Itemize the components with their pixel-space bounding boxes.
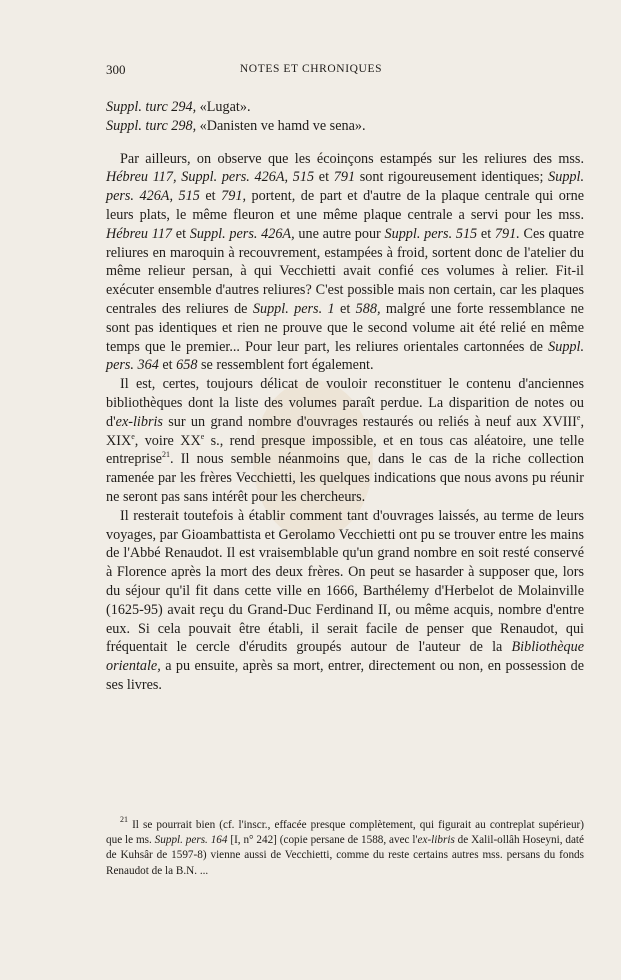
paragraph-ex-libris [106, 375, 584, 507]
italic-run: Suppl. pers. 426A, [189, 225, 295, 242]
running-head: NOTES ET CHRONIQUES [239, 63, 383, 75]
superscript-run: 21 [120, 815, 128, 824]
italic-run: Suppl. pers. 426A, 515 [106, 169, 584, 205]
text-run: Par ailleurs, on observe que les écoinçons estampés sur les reliures des mss. [120, 150, 584, 167]
text-run: [I, n° 242] (copie persane de 1588, avec l' [227, 834, 418, 847]
italic-run: Bibliothèque orientale, [106, 639, 584, 675]
italic-run: 791 [333, 169, 356, 186]
italic-run: Hébreu 117, Suppl. pers. 426A, 515 [106, 169, 315, 186]
italic-run: 791. [494, 225, 520, 242]
text-run: sur un grand nombre d'ouvrages restaurés ou reliés à neuf aux XVIII [162, 413, 577, 430]
superscript-run: e [131, 431, 135, 441]
text-run: et [314, 169, 334, 186]
superscript-run: e [576, 412, 581, 422]
text-run: portent, de part et d'autre de la plaque centrale qui orne leurs plats, le même fleuron et une même plaque centrale a servi pour les mss. [106, 188, 584, 223]
text-run: Il se pourrait bien (cf. l'inscr., effacée presque complètement, qui figurait au contreplat supérieur) que le ms. [106, 819, 584, 847]
text-run: s., rend presque impossible, et en tous cas aléatoire, une telle entreprise [106, 432, 584, 468]
italic-run: Suppl. pers. 364 [106, 338, 584, 374]
text-run: et [477, 225, 495, 242]
paragraph-bindings [106, 150, 584, 376]
text-run: Ces quatre reliures en maroquin à recouvrement, estampées à froid, sortent donc de l'atelier du même relieur persan, à qui Vecchietti avait confié ces volumes à relier. Fit-il exécuter ensemble d'autres reliures? C'est possible mais non certain, car les plaques centrales des reliures de [106, 225, 584, 317]
page-header [106, 62, 516, 82]
text-run: se ressemblent fort également. [197, 357, 374, 374]
reference-title: «Lugat». [199, 99, 251, 115]
text-run: et [334, 300, 356, 317]
reference-title: «Danisten ve hamd ve sena». [199, 117, 366, 134]
italic-run: Hébreu 117 [106, 225, 173, 242]
footnote [106, 815, 584, 879]
superscript-run: 21 [161, 450, 170, 460]
text-run: Il resterait toutefois à établir comment tant d'ouvrages laissés, au terme de leurs voyages, par Gioambattista et Gerolamo Vecchietti ont pu se trouver entre les mains de l'Abbé Renaudot. Il est vraisemblable qu'un grand nombre en soit resté conservé à Florence après la mort des deux frères. On peut se hasarder à supposer que, lors du séjour qu'il fit dans cette ville en 1666, Barthélemy d'Herbelot de Molainville (1625-95) avait reçu du Grand-Duc Ferdinand II, ou même acquis, nombre d'entre eux. Si cela pouvait être établi, il serait facile de penser que Renaudot, qui fréquentait le cercle d'érudits groupés autour de l'auteur de la [106, 507, 584, 656]
italic-run: Suppl. pers. 515 [384, 225, 478, 242]
italic-run: 791, [221, 188, 246, 205]
section-gap [106, 136, 584, 150]
italic-run: ex-libris [115, 413, 163, 430]
main-text [106, 98, 584, 695]
text-run: malgré une forte ressemblance ne sont pas identiques et rien ne prouve que le second volume ait été relié en même temps que le premier... Pour leur part, les reliures orientales cartonnées de [106, 300, 584, 355]
manuscript-reference [106, 117, 584, 136]
text-run: . Il nous semble néanmoins que, dans le cas de la riche collection ramenée par les frères Vecchietti, les quelques indications que nous avons pu réunir ne seront pas sans intérêt pour les chercheurs. [106, 451, 584, 505]
text-run: , voire XX [134, 432, 201, 449]
italic-run: Suppl. pers. 1 [252, 300, 335, 317]
text-run: une autre pour [294, 225, 385, 242]
text-run: sont rigoureusement identiques; [355, 169, 549, 186]
italic-run: ex-libris [417, 834, 455, 847]
italic-run: 658 [176, 357, 198, 374]
text-run: , XIX [106, 413, 584, 449]
text-run: de Xalil-ollâh Hoseyni, daté de Kuhsâr de 1597-8) vienne aussi de Vecchietti, comme du reste certains autres mss. persans du fonds Renaudot de la B.N. ... [106, 834, 584, 877]
text-run: et [199, 188, 222, 205]
page-number: 300 [106, 62, 126, 77]
paragraph-renaudot [106, 507, 584, 695]
text-run: a pu ensuite, après sa mort, entrer, directement ou non, en possession de ses livres. [106, 658, 584, 693]
superscript-run: e [200, 431, 205, 441]
reference-label: Suppl. turc 298, [106, 117, 197, 134]
reference-label: Suppl. turc 294, [106, 99, 197, 115]
italic-run: 588, [355, 300, 381, 317]
text-run: et [158, 357, 177, 374]
text-run: Il est, certes, toujours délicat de vouloir reconstituer le contenu d'anciennes bibliothèques dont la liste des volumes paraît perdue. La disparition de notes ou d' [106, 376, 584, 430]
manuscript-reference [106, 98, 584, 117]
text-run: et [172, 225, 190, 242]
italic-run: Suppl. pers. 164 [154, 834, 228, 847]
